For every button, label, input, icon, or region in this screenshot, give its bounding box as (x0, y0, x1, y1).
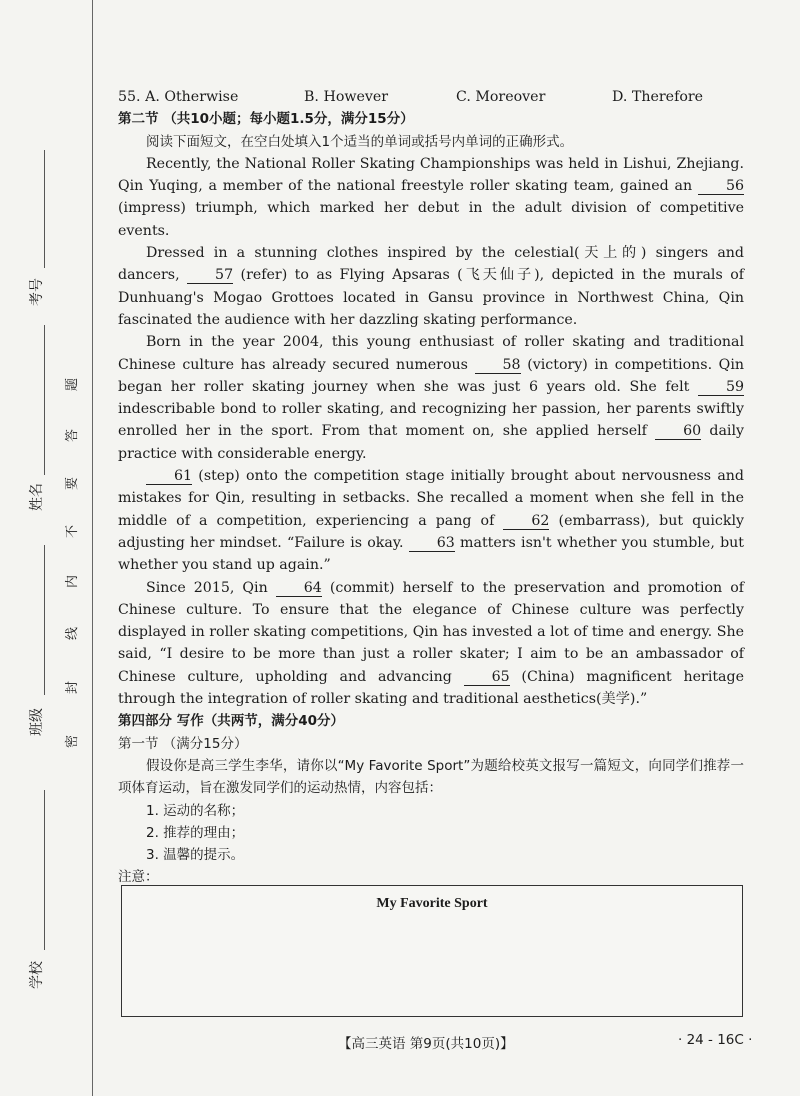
class-label: 班级 (29, 708, 45, 736)
requirement-item: 3. 温馨的提示。 (146, 847, 245, 864)
passage-paragraph-3: Born in the year 2004, this young enthusiast of roller skating and traditional Chinese culture has already secured numerous 58 (victory) in competitions. Qin began her roller skating journey when she was just 6 years old. She felt 59 indescribable bond to roller skating, and recognizing her passion, her parents swiftly enrolled her in the sport. From that moment on, she applied herself 60 daily practice with considerable energy. (118, 334, 744, 462)
passage-paragraph-2: Dressed in a stunning clothes inspired by the celestial(天上的) singers and dancers, 57 (refer) to as Flying Apsaras (飞天仙子), depicted in the murals of Dunhuang's Mogao Grottoes located in Gansu province in Northwest China, Qin fascinated the audience with her dazzling skating performance. (118, 245, 744, 328)
writing-prompt: 假设你是高三学生李华，请你以“My Favorite Sport”为题给校英文报写一篇短文，向同学们推荐一项体育运动，旨在激发同学们的运动热情，内容包括： (118, 757, 744, 797)
blank-59: 59 (698, 379, 744, 396)
paper-code: · 24 - 16C · (678, 1032, 753, 1048)
box-title: My Favorite Sport (376, 896, 488, 911)
seal-char: 线 (65, 626, 81, 641)
page-number: 【高三英语 第9页(共10页)】 (338, 1036, 514, 1052)
exam-no-label: 考号 (29, 278, 45, 306)
name-line (44, 325, 45, 475)
section-2-instruction: 阅读下面短文，在空白处填入1个适当的单词或括号内单词的正确形式。 (146, 133, 574, 150)
blank-60: 60 (655, 423, 701, 440)
option-a: 55. A. Otherwise (118, 89, 239, 105)
name-label: 姓名 (29, 483, 45, 511)
seal-char: 封 (65, 680, 81, 695)
binding-line (92, 0, 93, 1096)
note-label: 注意： (118, 869, 159, 886)
option-c: C. Moreover (456, 89, 546, 105)
option-b: B. However (304, 89, 389, 105)
part-4-heading: 第四部分 写作（共两节，满分40分） (118, 713, 344, 730)
blank-62: 62 (503, 513, 549, 530)
blank-65: 65 (464, 669, 510, 686)
school-line (44, 790, 45, 950)
passage-paragraph-1: Recently, the National Roller Skating Championships was held in Lishui, Zhejiang. Qin Yuqing, a member of the national freestyle roller skating team, gained an 56 (impress) triumph, which marked her debut in the adult division of competitive events. (118, 155, 744, 239)
binding-strip (0, 0, 110, 1096)
blank-58: 58 (475, 357, 521, 374)
seal-char: 要 (65, 476, 81, 491)
seal-char: 密 (65, 734, 81, 749)
blank-57: 57 (187, 267, 233, 284)
requirement-item: 2. 推荐的理由； (146, 824, 245, 841)
school-label: 学校 (29, 961, 45, 989)
question-55 (118, 86, 744, 108)
blank-64: 64 (276, 580, 322, 597)
blank-56: 56 (698, 178, 744, 195)
class-line (44, 545, 45, 695)
passage-paragraph-4: 61 (step) onto the competition stage initially brought about nervousness and mistakes for Qin, resulting in setbacks. She recalled a moment when she fell in the middle of a competition, experiencing a pang of 62 (embarrass), but quickly adjusting her mindset. “Failure is okay. 63 matters isn't whether you stumble, but whether you stand up again.” (118, 468, 744, 574)
answer-format-box (121, 885, 743, 1017)
seal-char: 不 (65, 524, 81, 539)
section-2-heading: 第二节 （共10小题；每小题1.5分，满分15分） (118, 111, 414, 128)
seal-char: 内 (65, 574, 81, 589)
option-d: D. Therefore (612, 89, 704, 105)
passage-paragraph-5: Since 2015, Qin 64 (commit) herself to the preservation and promotion of Chinese culture. To ensure that the elegance of Chinese culture was perfectly displayed in roller skating competitions, Qin has invested a lot of time and energy. She said, “I desire to be more than just a roller skater; I aim to be an ambassador of Chinese culture, upholding and advancing 65 (China) magnificent heritage through the integration of roller skating and traditional aesthetics(美学).” (118, 579, 744, 708)
requirement-item: 1. 运动的名称； (146, 802, 245, 819)
exam-no-line (44, 150, 45, 268)
seal-char: 答 (65, 428, 81, 443)
main-content (118, 86, 744, 933)
blank-63: 63 (409, 535, 455, 552)
blank-61: 61 (146, 468, 192, 485)
seal-char: 题 (65, 377, 81, 392)
part-4-subheading: 第一节 （满分15分） (118, 735, 248, 752)
